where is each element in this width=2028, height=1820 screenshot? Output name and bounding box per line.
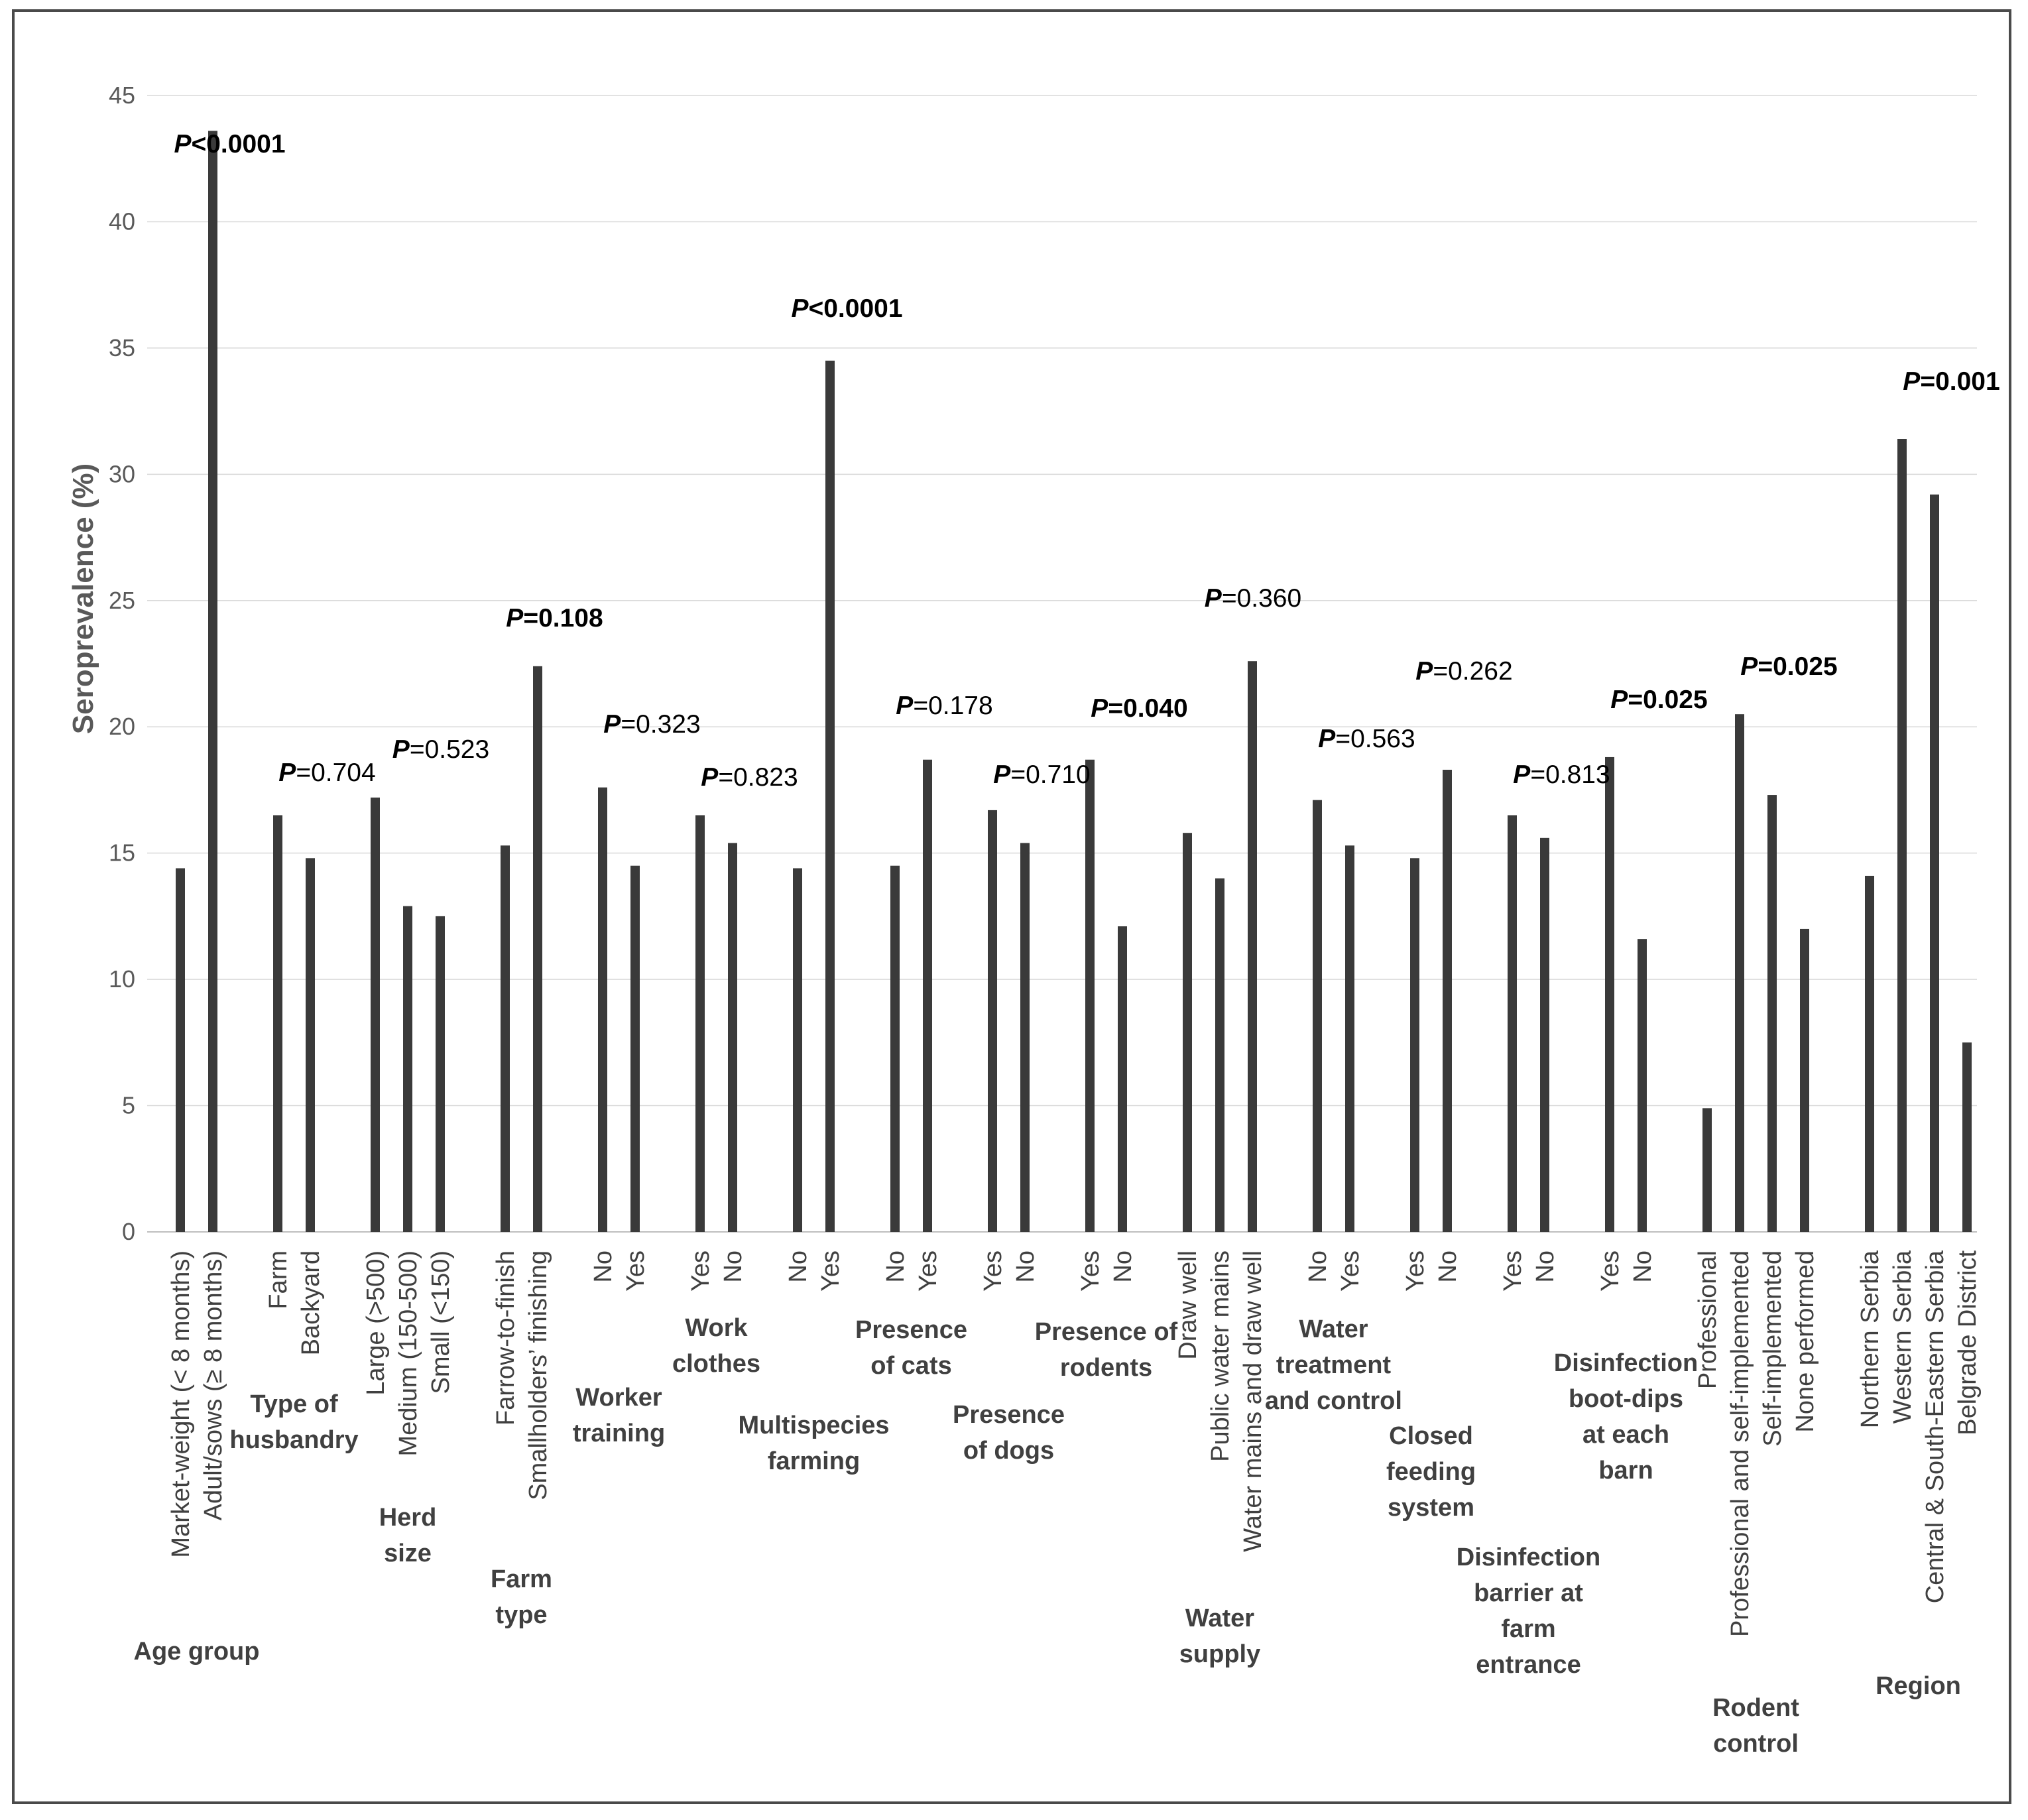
bar: [1020, 843, 1030, 1232]
group-label: Disinfection boot-dips at each barn: [1553, 1349, 1699, 1485]
bar: [890, 866, 900, 1232]
category-label: No: [1109, 1250, 1137, 1283]
bar: [1638, 939, 1647, 1232]
bar: [630, 866, 640, 1232]
p-value-label: P=0.710: [993, 760, 1091, 789]
category-label: Professional: [1694, 1250, 1722, 1390]
y-tick-label: 25: [108, 586, 135, 614]
y-tick-label: 15: [108, 839, 135, 867]
bar: [1540, 838, 1549, 1232]
bar: [208, 131, 217, 1232]
p-value-label: P<0.0001: [174, 130, 286, 158]
bar: [923, 760, 932, 1232]
bar: [1865, 876, 1874, 1232]
y-tick-label: 10: [108, 965, 135, 993]
category-label: Farm: [265, 1250, 292, 1309]
category-label: Medium (150-500): [394, 1250, 422, 1457]
group-label: Work clothes: [672, 1314, 761, 1378]
bar: [1410, 858, 1419, 1232]
category-label: Large (>500): [362, 1250, 390, 1396]
category-label: Small (<150): [427, 1250, 455, 1394]
p-value-label: P=0.813: [1513, 760, 1610, 789]
p-value-label: P=0.523: [392, 735, 490, 764]
p-value-label: P=0.178: [896, 692, 993, 720]
category-label: Adult/sows (≥ 8 months): [200, 1250, 227, 1521]
p-value-label: P=0.001: [1903, 367, 2000, 396]
y-axis-title: Seroprevalence (%): [67, 463, 99, 735]
group-label: Disinfection barrier at farm entrance: [1456, 1544, 1601, 1679]
p-value-label: P=0.323: [603, 710, 701, 739]
y-tick-label: 45: [108, 82, 135, 109]
category-label: Self-implemented: [1759, 1250, 1787, 1447]
bar: [1702, 1108, 1712, 1232]
category-label: Western Serbia: [1889, 1250, 1917, 1424]
chart-frame: [12, 9, 2011, 1804]
p-value-label: P=0.040: [1091, 694, 1188, 723]
category-label: No: [589, 1250, 617, 1283]
category-label: Public water mains: [1207, 1250, 1234, 1462]
category-label: No: [882, 1250, 910, 1283]
category-label: No: [719, 1250, 747, 1283]
bar: [1248, 661, 1257, 1232]
seroprevalence-chart: [15, 12, 2014, 1807]
group-label: Rodent control: [1712, 1694, 1799, 1758]
bar: [1085, 760, 1095, 1232]
category-label: Market-weight (< 8 months): [167, 1250, 195, 1558]
p-value-label: P=0.262: [1415, 657, 1513, 686]
group-label: Herd size: [379, 1504, 437, 1567]
p-value-label: P<0.0001: [791, 294, 903, 323]
category-label: Yes: [1596, 1250, 1624, 1292]
p-value-label: P=0.563: [1318, 725, 1415, 753]
bar: [825, 361, 835, 1232]
category-label: Northern Serbia: [1856, 1250, 1884, 1429]
category-label: Belgrade District: [1954, 1250, 1982, 1435]
bar: [1443, 770, 1452, 1232]
bar: [1897, 439, 1907, 1232]
y-tick-label: 30: [108, 460, 135, 488]
group-label: Water treatment and control: [1265, 1315, 1402, 1415]
y-tick-label: 35: [108, 334, 135, 361]
group-label: Region: [1876, 1672, 1961, 1700]
bar: [436, 916, 445, 1232]
group-label: Presence of rodents: [1034, 1318, 1178, 1382]
p-value-label: P=0.108: [506, 604, 603, 633]
category-label: Backyard: [297, 1250, 325, 1356]
category-label: Yes: [687, 1250, 715, 1292]
category-label: Yes: [979, 1250, 1007, 1292]
category-label: Yes: [1077, 1250, 1104, 1292]
category-label: No: [1304, 1250, 1332, 1283]
bar: [273, 816, 282, 1232]
bar: [728, 843, 737, 1232]
category-label: Farrow-to-finish: [492, 1250, 520, 1426]
bar: [598, 788, 607, 1232]
category-label: Professional and self-implemented: [1726, 1250, 1754, 1637]
bar: [1215, 879, 1224, 1232]
p-value-label: P=0.025: [1610, 686, 1708, 714]
p-value-label: P=0.704: [278, 758, 376, 787]
category-label: No: [1434, 1250, 1462, 1283]
y-tick-label: 5: [121, 1091, 135, 1119]
bar: [1508, 816, 1517, 1232]
category-label: Yes: [1337, 1250, 1364, 1292]
p-value-label: P=0.025: [1740, 652, 1838, 681]
category-label: Yes: [1402, 1250, 1429, 1292]
bar: [1767, 795, 1777, 1232]
bar: [501, 845, 510, 1232]
bar: [988, 810, 997, 1232]
bar: [1118, 926, 1127, 1232]
bar: [176, 869, 185, 1232]
category-label: No: [1012, 1250, 1040, 1283]
bar: [1735, 714, 1744, 1232]
group-label: Worker training: [572, 1384, 666, 1447]
bar: [1345, 845, 1354, 1232]
group-label: Age group: [133, 1638, 260, 1666]
group-label: Presence of cats: [855, 1316, 968, 1380]
category-label: Draw well: [1174, 1250, 1202, 1360]
group-label: Multispecies farming: [738, 1412, 890, 1475]
bar: [1962, 1042, 1972, 1232]
bar: [1800, 929, 1809, 1232]
category-label: Yes: [817, 1250, 845, 1292]
category-label: No: [1531, 1250, 1559, 1283]
bar: [793, 869, 802, 1232]
p-value-label: P=0.823: [701, 763, 798, 792]
category-label: Central & South-Eastern Serbia: [1921, 1250, 1949, 1604]
category-label: Water mains and draw well: [1239, 1250, 1267, 1552]
group-label: Water supply: [1179, 1605, 1261, 1668]
y-tick-label: 20: [108, 713, 135, 741]
bar: [403, 906, 412, 1232]
p-value-label: P=0.360: [1204, 584, 1302, 613]
group-label: Presence of dogs: [952, 1401, 1065, 1465]
bar: [1183, 833, 1192, 1232]
category-label: None performed: [1791, 1250, 1819, 1433]
group-label: Type of husbandry: [229, 1390, 359, 1454]
category-label: No: [1629, 1250, 1657, 1283]
y-tick-label: 0: [121, 1218, 135, 1245]
bar: [533, 666, 542, 1232]
category-label: No: [784, 1250, 812, 1283]
bar: [306, 858, 315, 1232]
bar: [1605, 757, 1614, 1232]
bar: [371, 798, 380, 1232]
bar: [1930, 495, 1939, 1232]
group-label: Closed feeding system: [1386, 1422, 1476, 1522]
bar: [1313, 800, 1322, 1232]
category-label: Yes: [622, 1250, 650, 1292]
category-label: Smallholders’ finishing: [524, 1250, 552, 1500]
category-label: Yes: [1499, 1250, 1527, 1292]
y-tick-label: 40: [108, 208, 135, 235]
group-label: Farm type: [491, 1565, 552, 1629]
bar: [695, 816, 705, 1232]
category-label: Yes: [914, 1250, 942, 1292]
